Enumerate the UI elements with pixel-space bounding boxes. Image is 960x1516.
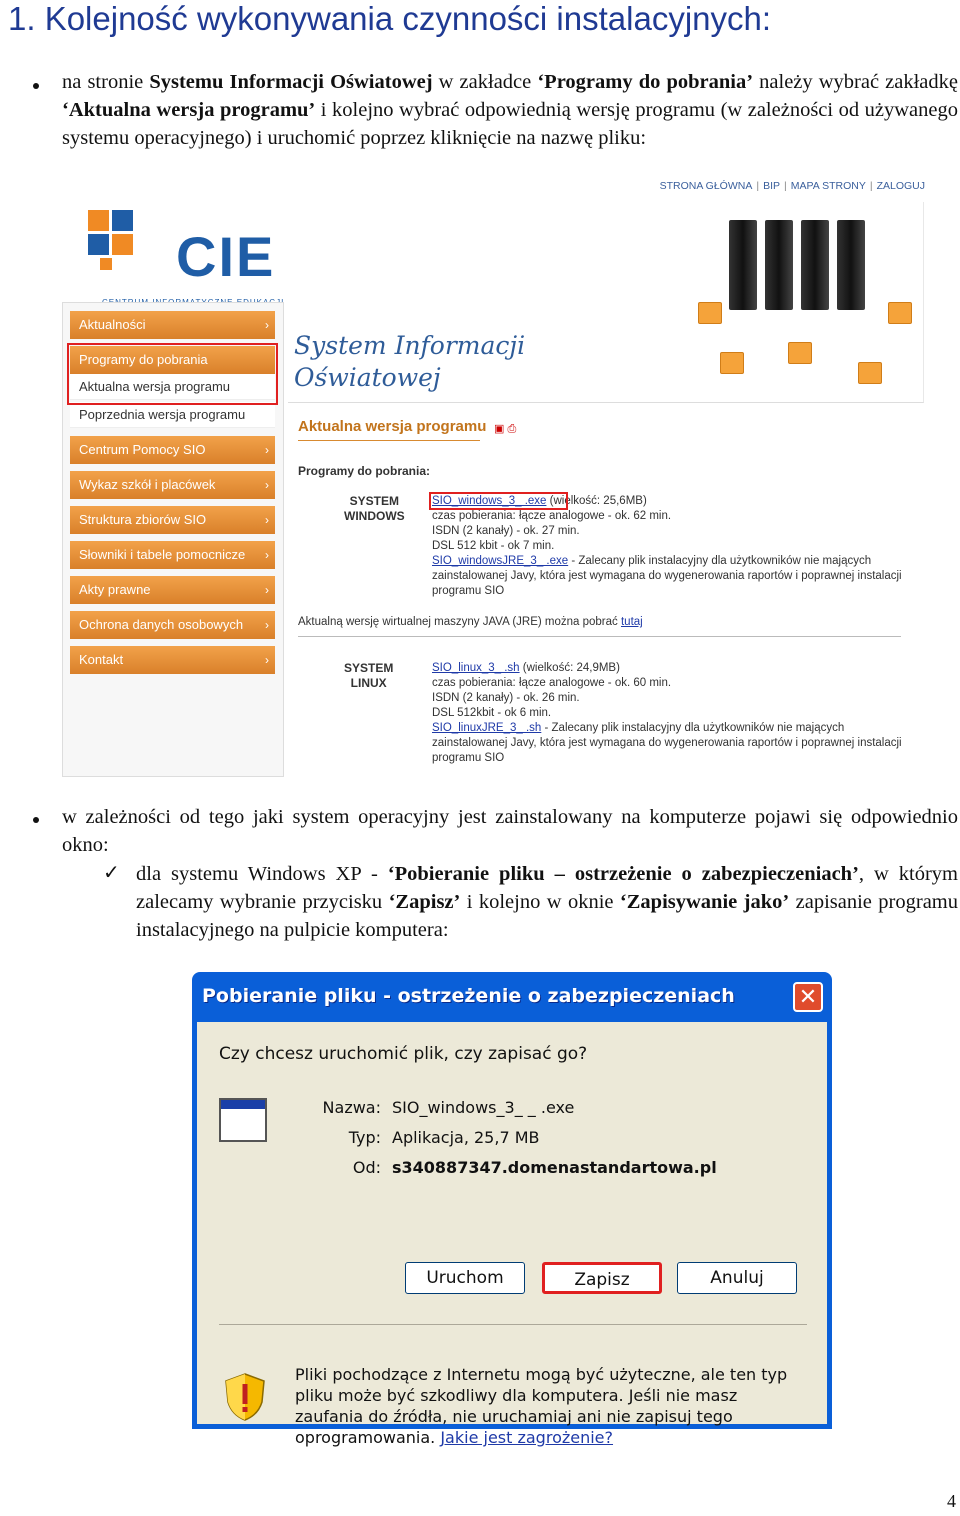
name-value: SIO_windows_3_ _ .exe (392, 1098, 575, 1117)
menu-label: Wykaz szkół i placówek (79, 477, 216, 492)
text: i kolejno wybrać odpowiednią wersję programu (w zależności od używanego systemu operacyjnego) i uruchomić poprzez kliknięcie na nazwę pliku: (62, 99, 959, 149)
menu-struktura[interactable] (70, 506, 275, 534)
shield-warning-icon (224, 1372, 266, 1422)
servers-illustration (729, 220, 867, 310)
chevron-right-icon: › (265, 478, 269, 492)
menu-label: Ochrona danych osobowych (79, 617, 244, 632)
save-button[interactable]: Zapisz (542, 1262, 662, 1294)
file-link-windows[interactable]: SIO_windows_3_ .exe (432, 495, 547, 507)
chevron-right-icon: › (265, 443, 269, 457)
text: DSL 512kbit - ok 6 min. (432, 707, 552, 719)
file-link-windows-jre[interactable]: SIO_windowsJRE_3_ .exe (432, 555, 569, 567)
system-linux-label: SYSTEM LINUX (344, 661, 394, 690)
menu-label: Kontakt (79, 652, 124, 667)
divider (298, 636, 901, 637)
warning-text (295, 1364, 795, 1448)
menu-wykaz-szkol[interactable] (70, 471, 275, 499)
dialog-divider (219, 1324, 807, 1325)
link-bip[interactable]: BIP (763, 180, 781, 192)
logo-text: CIE (176, 225, 276, 288)
banner-line: System Informacji (294, 331, 526, 360)
text: zainstalowanej Javy, która jest wymagana do wygenerowania raportów i poprawnej instalacji (432, 737, 902, 749)
content-subtitle: Programy do pobrania: (298, 464, 431, 478)
from-value: s340887347.domenastandartowa.pl (392, 1158, 717, 1177)
menu-ochrona-danych[interactable] (70, 611, 275, 639)
link-home[interactable]: STRONA GŁÓWNA (659, 180, 753, 192)
menu-label: Aktualna wersja programu (79, 379, 231, 394)
chevron-right-icon: › (265, 583, 269, 597)
from-label: Od: (352, 1158, 381, 1177)
text: ISDN (2 kanały) - ok. 26 min. (432, 692, 580, 704)
text: (wielkość: 25,6MB) (546, 495, 647, 507)
linux-downloads (432, 661, 902, 766)
text: należy wybrać zakładkę (753, 71, 959, 93)
file-link-linux[interactable]: SIO_linux_3_ .sh (432, 662, 520, 674)
banner (288, 202, 924, 403)
jre-link[interactable]: tutaj (620, 616, 643, 628)
instruction-paragraph-2: w zależności od tego jaki system operacyjny jest zainstalowany na komputerze pojawi się odpowiednio okno: (62, 806, 958, 856)
bold-text: ‘Zapisz’ (388, 891, 461, 913)
text: i kolejno w oknie (460, 891, 620, 913)
risk-link[interactable]: Jakie jest zagrożenie? (440, 1428, 614, 1447)
banner-line: Oświatowej (294, 363, 441, 392)
text: ISDN (2 kanały) - ok. 27 min. (432, 525, 580, 537)
system-windows-label: SYSTEM WINDOWS (344, 494, 405, 523)
instruction-paragraph-1 (62, 68, 958, 152)
menu-label: Programy do pobrania (79, 352, 208, 367)
type-value: Aplikacja, 25,7 MB (392, 1128, 540, 1147)
text: w zakładce (432, 71, 538, 93)
banner-title (294, 330, 525, 394)
menu-aktualnosci[interactable] (70, 311, 275, 339)
text: , w którym zalecamy wybranie przycisku (136, 863, 958, 913)
menu-kontakt[interactable] (70, 646, 275, 674)
menu-label: Aktualności (79, 317, 146, 332)
dialog-body (197, 1022, 827, 1447)
pdf-print-icons[interactable]: ▣ ⎙ (494, 423, 517, 435)
dialog-question: Czy chcesz uruchomić plik, czy zapisać go? (219, 1044, 588, 1064)
menu-label: Struktura zbiorów SIO (79, 512, 207, 527)
submenu-poprzednia-wersja[interactable] (70, 402, 275, 428)
sio-website-screenshot (60, 180, 925, 776)
bold-text: ‘Pobieranie pliku – ostrzeżenie o zabezpieczeniach’ (387, 863, 859, 885)
menu-label: Poprzednia wersja programu (79, 407, 246, 422)
chevron-right-icon: › (265, 548, 269, 562)
text: zapisanie programu instalacyjnego na pulpicie komputera: (136, 891, 958, 941)
close-icon[interactable]: ✕ (793, 982, 823, 1012)
page-heading: 1. Kolejność wykonywania czynności instalacyjnych: (8, 0, 772, 37)
text: na stronie (62, 71, 150, 93)
text: (wielkość: 24,9MB) (519, 662, 620, 674)
download-warning-dialog (192, 972, 832, 1447)
jre-note: Aktualną wersję wirtualnej maszyny JAVA (JRE) można pobrać tutaj (298, 616, 643, 628)
bold-text: ‘Programy do pobrania’ (537, 71, 754, 93)
highlight-box (67, 343, 278, 405)
bold-text: Systemu Informacji Oświatowej (149, 71, 433, 93)
text: Pliki pochodzące z Internetu mogą być użyteczne, ale ten typ pliku może być szkodliwy dla komputera. Jeśli nie masz zaufania do źródła, nie uruchamiaj ani nie zapisuj tego oprogramowania. (295, 1365, 788, 1447)
page-number: 4 (947, 1491, 956, 1511)
text: - Zalecany plik instalacyjny dla użytkowników nie mających (541, 722, 845, 734)
checkmark-icon: ✓ (103, 860, 120, 884)
folder-icon (720, 352, 744, 374)
text: czas pobierania: łącze analogowe - ok. 62 min. (432, 510, 672, 522)
type-label: Typ: (348, 1128, 381, 1147)
bullet-dot (33, 817, 39, 823)
menu-akty-prawne[interactable] (70, 576, 275, 604)
name-label: Nazwa: (322, 1098, 381, 1117)
menu-label: Słowniki i tabele pomocnicze (79, 547, 246, 562)
text: programu SIO (432, 585, 505, 597)
chevron-right-icon: › (265, 318, 269, 332)
cie-logo[interactable] (84, 206, 284, 286)
run-button[interactable]: Uruchom (405, 1262, 525, 1294)
dialog-title: Pobieranie pliku - ostrzeżenie o zabezpieczeniach (202, 985, 735, 1007)
link-login[interactable]: ZALOGUJ (876, 180, 925, 192)
chevron-right-icon: › (265, 513, 269, 527)
bullet-dot (33, 83, 39, 89)
bold-text: ‘Zapisywanie jako’ (619, 891, 790, 913)
folder-icon (858, 362, 882, 384)
folder-icon (698, 302, 722, 324)
text: dla systemu Windows XP - (136, 863, 388, 885)
cancel-button[interactable]: Anuluj (677, 1262, 797, 1294)
highlight-box (429, 492, 568, 510)
text: - Zalecany plik instalacyjny dla użytkowników nie mających (568, 555, 872, 567)
link-sitemap[interactable]: MAPA STRONY (790, 180, 866, 192)
text: programu SIO (432, 752, 505, 764)
text: zainstalowanej Javy, która jest wymagana do wygenerowania raportów i poprawnej instalacji (432, 570, 902, 582)
folder-icon (888, 302, 912, 324)
chevron-right-icon: › (265, 653, 269, 667)
instruction-paragraph-3 (136, 860, 958, 944)
content-title: Aktualna wersja programu (298, 418, 487, 435)
top-links: STRONA GŁÓWNA | BIP | MAPA STRONY | ZALOGUJ (659, 180, 925, 192)
chevron-right-icon: › (265, 618, 269, 632)
menu-label: Akty prawne (79, 582, 151, 597)
application-file-icon (219, 1098, 267, 1142)
sidebar-menu (62, 302, 284, 777)
menu-centrum-pomocy[interactable] (70, 436, 275, 464)
folder-icon (788, 342, 812, 364)
menu-label: Centrum Pomocy SIO (79, 442, 206, 457)
menu-slowniki[interactable] (70, 541, 275, 569)
title-underline (298, 440, 480, 441)
file-link-linux-jre[interactable]: SIO_linuxJRE_3_ .sh (432, 722, 542, 734)
bold-text: ‘Aktualna wersja programu’ (62, 99, 316, 121)
text: DSL 512 kbit - ok 7 min. (432, 540, 555, 552)
text: czas pobierania: łącze analogowe - ok. 60 min. (432, 677, 672, 689)
